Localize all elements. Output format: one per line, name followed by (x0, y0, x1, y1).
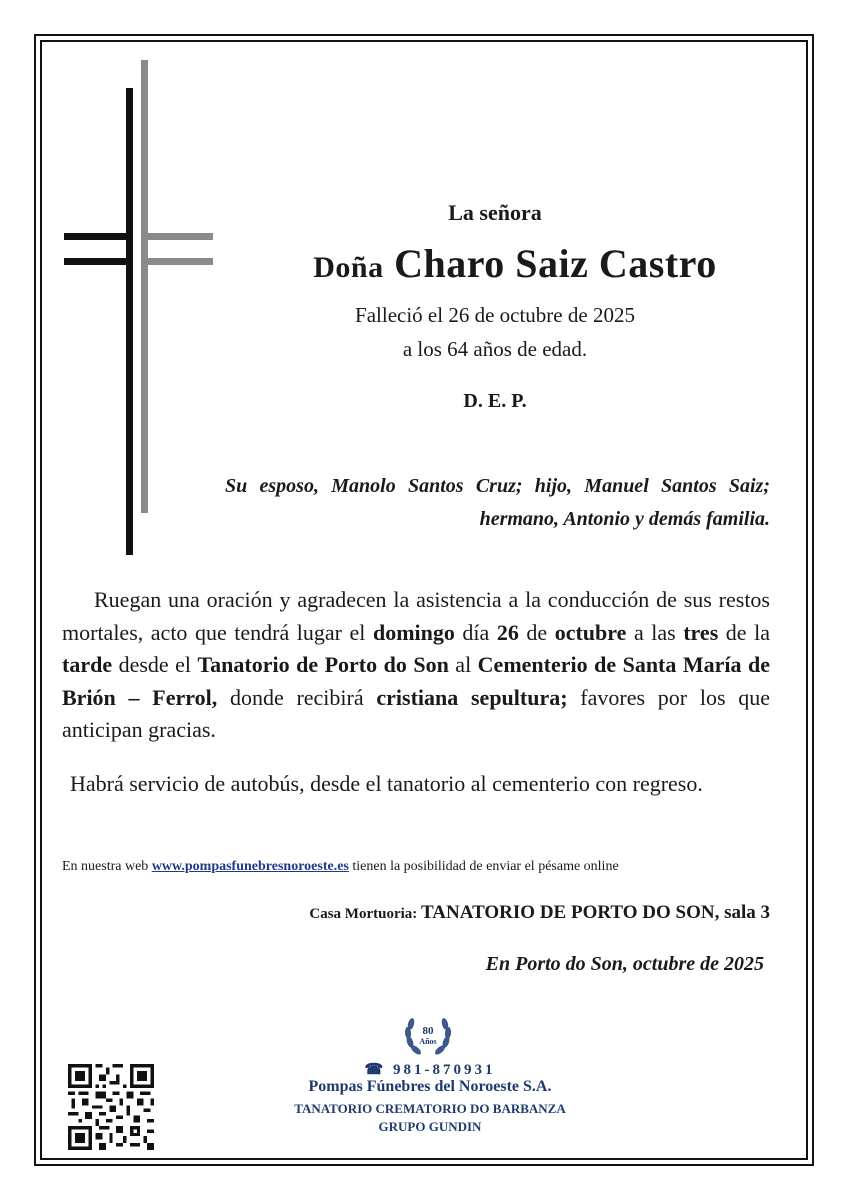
company-line1: TANATORIO CREMATORIO DO BARBANZA (294, 1101, 566, 1116)
casa-value: TANATORIO DE PORTO DO SON, sala 3 (421, 902, 770, 923)
company-name: Pompas Fúnebres del Noroeste S.A. (308, 1078, 552, 1095)
laurel-logo-icon (400, 1008, 456, 1064)
bus-paragraph (62, 768, 770, 801)
name-prefix: Doña (313, 251, 384, 284)
p1-hour: tres (683, 619, 719, 645)
web-suffix: tienen la posibilidad de enviar el pésame online (348, 859, 619, 874)
p1-e: de la (718, 619, 770, 645)
p1-d: a las (626, 619, 684, 645)
p1-sep: cristiana sepultura; (376, 684, 568, 710)
web-line (62, 859, 770, 875)
family-text: Su esposo, Manolo Santos Cruz; hijo, Manuel Santos Saiz; hermano, Antonio y demás familia. (225, 475, 770, 530)
p1-f: desde el (112, 652, 198, 677)
p1-tarde: tarde (62, 652, 113, 677)
logo-text: Años (419, 1037, 437, 1046)
p2-text: Habrá servicio de autobús, desde el tanatorio al cementerio con regreso. (70, 771, 703, 796)
web-prefix: En nuestra web (62, 859, 152, 874)
place-date: En Porto do Son, octubre de 2025 (485, 953, 764, 975)
company-line2: GRUPO GUNDIN (378, 1119, 482, 1134)
qr-code-icon[interactable] (68, 1064, 154, 1150)
phone-icon: ☎ (364, 1062, 387, 1078)
p1-b: día (454, 619, 497, 645)
p1-num: 26 (496, 619, 519, 645)
web-link[interactable]: www.pompasfunebresnoroeste.es (151, 859, 349, 874)
phone-line (250, 1060, 610, 1079)
p1-i: favores por los que anticipan gracias. (62, 684, 771, 742)
logo-number: 80 (422, 1025, 434, 1037)
casa-mortuoria (62, 902, 770, 924)
name-text: Charo Saiz Castro (394, 241, 717, 286)
p1-month: octubre (554, 619, 627, 645)
dep-text: D. E. P. (463, 390, 527, 412)
age-line: a los 64 años de edad. (402, 337, 588, 361)
p1-to: Cementerio de Santa María de Brión – Ferrol, (62, 652, 771, 710)
p1-g: al (448, 652, 478, 677)
casa-label: Casa Mortuoria: (309, 906, 422, 922)
p1-a: Ruegan una oración y agradecen la asistencia a la conducción de sus restos mortales, acto que tendrá lugar el (62, 587, 770, 645)
ceremony-paragraph (62, 584, 770, 747)
p1-c: de (518, 619, 555, 645)
cross-icon (60, 55, 220, 560)
died-line: Falleció el 26 de octubre de 2025 (355, 303, 635, 327)
phone-number[interactable]: 981-870931 (392, 1062, 496, 1078)
p1-from: Tanatorio de Porto do Son (197, 652, 449, 677)
p1-h: donde recibirá (217, 684, 377, 710)
deceased-name (250, 240, 780, 287)
p1-day: domingo (372, 619, 455, 645)
title-small: La señora (448, 200, 542, 225)
death-info (260, 298, 730, 366)
